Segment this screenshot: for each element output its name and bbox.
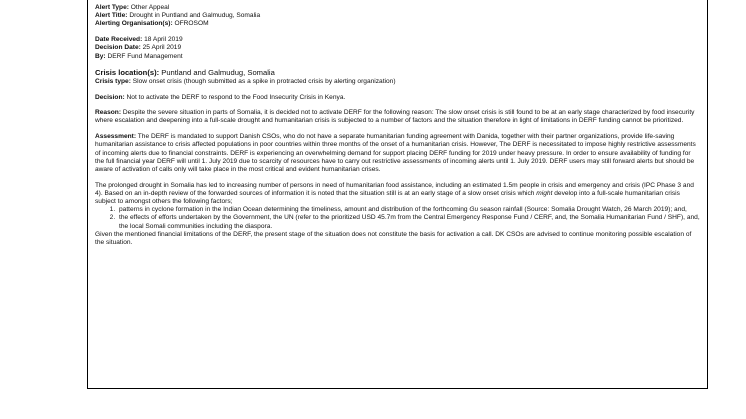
factor-item-1 bbox=[117, 206, 700, 214]
decision-label: Decision: bbox=[95, 93, 125, 101]
decision-date-label: Decision Date: bbox=[95, 44, 141, 52]
assessment-label: Assessment: bbox=[95, 133, 137, 141]
prolonged-text-before: The prolonged drought in Somalia has led to increasing number of persons in need of humanitarian food assistance, including an estimated 1.5m people in crisis and emergency and crisis (IPC Phase 3 and 4). Based on an in-depth review of the forwarded sources of information it is noted that the situation still is at an early stage of a slow onset crisis which bbox=[95, 181, 694, 197]
reason-paragraph bbox=[95, 109, 700, 125]
factor-item-2 bbox=[117, 214, 700, 230]
by-line bbox=[95, 53, 700, 61]
alerting-org-label: Alerting Organisation(s): bbox=[95, 20, 173, 28]
factor-1-text-after: season rainfall (Source: Somalia Drought Watch, 26 March 2019); and, bbox=[478, 206, 687, 214]
by-value: DERF Fund Management bbox=[105, 52, 183, 60]
alert-type-label: Alert Type: bbox=[95, 4, 129, 11]
decision-paragraph bbox=[95, 94, 700, 102]
alert-type-line bbox=[95, 4, 700, 12]
date-received-value: 18 April 2019 bbox=[142, 36, 183, 44]
alert-title-value: Drought in Puntland and Galmudug, Somalia bbox=[127, 12, 261, 20]
factor-1-text-italic: Gu bbox=[469, 206, 479, 214]
alert-title-label: Alert Title: bbox=[95, 12, 128, 20]
closing-paragraph: Given the mentioned financial limitations of the DERF, the present stage of the situation does not constitute the basis for activation a call. DK CSOs are advised to continue monitoring possible escalation of the situation. bbox=[95, 230, 692, 247]
by-label: By: bbox=[95, 52, 106, 60]
alerting-org-line bbox=[95, 20, 700, 28]
assessment-paragraph bbox=[95, 133, 700, 174]
reason-label: Reason: bbox=[95, 109, 122, 117]
crisis-type-label: Crisis type: bbox=[95, 77, 131, 85]
decision-date-value: 25 April 2019 bbox=[140, 44, 182, 52]
crisis-type-line bbox=[95, 78, 700, 86]
date-received-line bbox=[95, 36, 700, 44]
factors-list bbox=[95, 206, 700, 231]
decision-text: Not to activate the DERF to respond to the Food Insecurity Crisis in Kenya. bbox=[124, 93, 346, 101]
crisis-type-value: Slow onset crisis (though submitted as a spike in protracted crisis by alerting organization) bbox=[130, 77, 396, 85]
decision-date-line bbox=[95, 44, 700, 52]
crisis-location-label: Crisis location(s): bbox=[95, 68, 160, 78]
alerting-org-value: OFROSOM bbox=[172, 20, 209, 28]
crisis-location-value: Puntland and Galmudug, Somalia bbox=[159, 68, 275, 78]
alert-type-value: Other Appeal bbox=[128, 4, 170, 11]
factor-1-text-before: patterns in cyclone formation in the Indian Ocean determining the timeliness, amount and distribution of the forthcoming bbox=[119, 206, 470, 214]
crisis-location-line bbox=[95, 68, 700, 78]
assessment-text: The DERF is mandated to support Danish CSOs, who do not have a separate humanitarian funding agreement with Danida, together with their partner organizations, provide life-saving humanitarian assistance to crisis affected populations in poor countries within three months of the onset of a humanitarian crisis. However, The DERF is necessitated to impose highly restrictive assessments of incoming alerts due to financial constraints. DERF is experiencing an overwhelming demand for support placing DERF funding for 2019 under heavy pressure. In order to ensure availability of funding for the full financial year DERF will until 1. July 2019 due to scarcity of resources have to carry out restrictive assessments of incoming alerts until 1. July 2019. DERF users may still forward alerts but should be aware of activation of calls only will take place in the most critical and evident humanitarian crises. bbox=[95, 133, 696, 173]
prolonged-text-after: develop into a full-scale humanitarian crisis subject to amongst others the following factors; bbox=[95, 189, 680, 206]
date-received-label: Date Received: bbox=[95, 36, 143, 44]
prolonged-drought-paragraph bbox=[95, 182, 700, 207]
prolonged-text-italic: might bbox=[536, 189, 553, 197]
alert-title-line bbox=[95, 12, 700, 20]
document-page bbox=[87, 0, 708, 389]
factor-2-text: the effects of efforts undertaken by the Government, the UN (refer to the prioritized USD 45.7m from the Central Emergency Response Fund / CERF, and, the Somalia Humanitarian Fund / SHF), and, the local Somali communities including the diaspora. bbox=[119, 214, 700, 230]
reason-text: Despite the severe situation in parts of Somalia, it is decided not to activate DERF for the following reason: The slow onset crisis is still found to be at an early stage characterized by food insecurity where escalation and deepening into a full-scale drought and humanitarian crisis is subjected to a number of factors and the situation therefore in light of limitations in DERF funding cannot be prioritized. bbox=[95, 109, 695, 125]
